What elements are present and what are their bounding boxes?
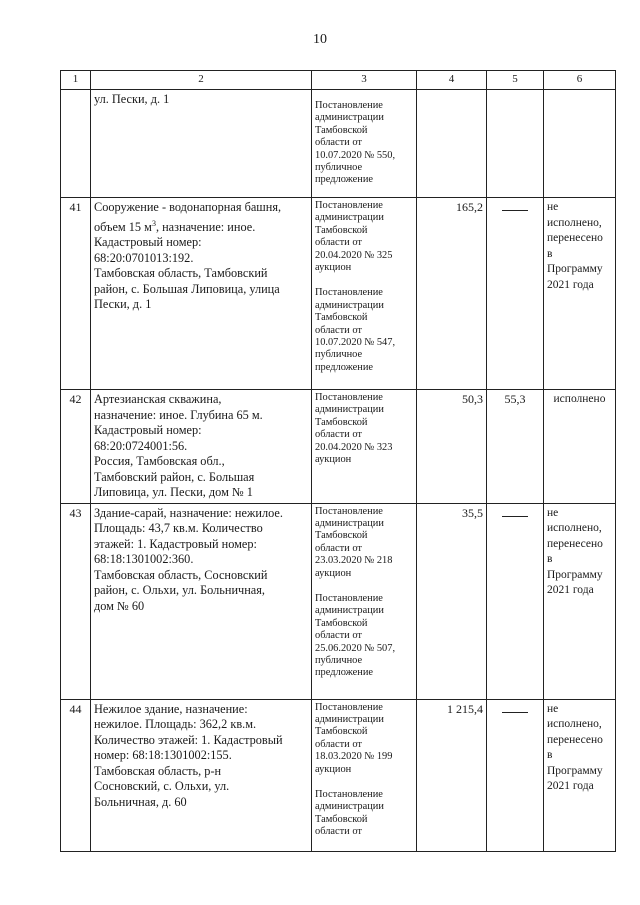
resolution-line: Тамбовской — [315, 530, 368, 542]
resolution-line: области от — [315, 826, 362, 838]
description-line: район, с. Большая Липовица, улица — [94, 281, 280, 296]
resolution-line: 25.06.2020 № 507, — [315, 642, 396, 654]
property-table — [60, 70, 616, 852]
description-line: этажей: 1. Кадастровый номер: — [94, 536, 257, 551]
resolution-block — [315, 100, 413, 187]
resolution-line: Постановление — [315, 200, 383, 211]
resolution-line: Тамбовской — [315, 224, 368, 236]
status-line: исполнено, — [547, 522, 602, 534]
actual-value: 55,3 — [487, 390, 544, 504]
resolution-line: аукцион — [315, 454, 352, 466]
planned-value: 165,2 — [417, 198, 487, 390]
resolution-line: области от — [315, 137, 362, 149]
description-line: Артезианская скважина, — [94, 392, 222, 406]
resolution-line: области от — [315, 324, 362, 336]
empty-dash — [502, 506, 528, 517]
status-line: в — [547, 749, 553, 761]
description-line: Кадастровый номер: — [94, 235, 202, 250]
actual-value — [487, 90, 544, 198]
resolution-line: Тамбовской — [315, 617, 368, 629]
description-line: Количество этажей: 1. Кадастровый — [94, 732, 283, 747]
description-line: Площадь: 43,7 кв.м. Количество — [94, 521, 263, 535]
resolution-line: аукцион — [315, 262, 352, 274]
description-line: Больничная, д. 60 — [94, 794, 187, 809]
column-number: 2 — [91, 71, 312, 90]
resolution-line: публичное — [315, 349, 363, 361]
resolution-block — [315, 200, 413, 274]
resolution-line: Тамбовской — [315, 813, 368, 825]
resolution-line: администрации — [315, 404, 384, 416]
page-number: 10 — [313, 32, 327, 47]
actual-value — [487, 503, 544, 699]
resolution-line: 20.04.2020 № 325 — [315, 249, 393, 261]
resolution-line: Постановление — [315, 788, 383, 800]
status-line: перенесено — [547, 733, 603, 746]
description-line: Тамбовский район, с. Большая — [94, 469, 255, 484]
resolution-details — [312, 503, 417, 699]
description-line: объем 15 $м^3$, назначение: иное. — [94, 218, 256, 234]
column-number: 5 — [487, 71, 544, 90]
empty-dash — [502, 200, 528, 211]
description-line: нежилое. Площадь: 362,2 кв.м. — [94, 717, 257, 731]
resolution-line: аукцион — [315, 763, 352, 775]
row-number: 44 — [61, 699, 91, 851]
resolution-line: Тамбовской — [315, 416, 368, 428]
description-line: Кадастровый номер: — [94, 423, 202, 437]
resolution-block — [315, 506, 413, 580]
resolution-line: области от — [315, 542, 362, 554]
resolution-block — [315, 789, 413, 839]
resolution-line: Постановление — [315, 392, 383, 403]
table-row — [61, 390, 616, 504]
object-description — [91, 503, 312, 699]
resolution-line: области от — [315, 630, 362, 642]
execution-status — [544, 390, 616, 504]
actual-value — [487, 198, 544, 390]
status-line: Программу — [547, 263, 603, 275]
resolution-line: администрации — [315, 713, 384, 725]
resolution-block — [315, 287, 413, 374]
column-number: 6 — [544, 71, 616, 90]
execution-status — [544, 90, 616, 198]
resolution-line: аукцион — [315, 567, 352, 579]
description-line: Сооружение - водонапорная башня, — [94, 200, 282, 214]
object-description — [91, 198, 312, 390]
resolution-block — [315, 593, 413, 680]
description-line: Липовица, ул. Пески, дом № 1 — [94, 485, 253, 499]
status-line: перенесено — [547, 232, 603, 244]
resolution-line: Тамбовской — [315, 312, 368, 324]
object-description — [91, 699, 312, 851]
planned-value — [417, 90, 487, 198]
resolution-line: администрации — [315, 801, 384, 813]
planned-value: 50,3 — [417, 390, 487, 504]
status-line: не — [547, 201, 559, 213]
resolution-line: 10.07.2020 № 550, — [315, 149, 396, 161]
table-row — [61, 90, 616, 198]
description-line: Тамбовская область, Сосновский — [94, 567, 268, 582]
resolution-line: Постановление — [315, 592, 383, 604]
resolution-line: Постановление — [315, 505, 383, 517]
column-number-row — [61, 71, 616, 90]
description-line: 68:20:0701013:192. — [94, 250, 194, 265]
status-line: 2021 года — [547, 278, 594, 291]
resolution-details — [312, 699, 417, 851]
resolution-line: Тамбовской — [315, 124, 368, 136]
resolution-line: администрации — [315, 517, 384, 529]
description-line: Сосновский, с. Ольхи, ул. — [94, 779, 230, 793]
description-line: 68:20:0724001:56. — [94, 438, 188, 453]
column-number: 3 — [312, 71, 417, 90]
row-number — [61, 90, 91, 198]
resolution-line: области от — [315, 738, 362, 750]
status-line: 2021 года — [547, 780, 594, 792]
resolution-line: Постановление — [315, 287, 383, 299]
resolution-line: 23.03.2020 № 218 — [315, 555, 393, 567]
row-number: 43 — [61, 503, 91, 699]
resolution-line: 18.03.2020 № 199 — [315, 751, 393, 763]
resolution-details — [312, 198, 417, 390]
superscript: 3 — [151, 218, 156, 228]
description-line: Нежилое здание, назначение: — [94, 701, 248, 716]
actual-value — [487, 699, 544, 851]
resolution-line: 20.04.2020 № 323 — [315, 441, 393, 453]
status-line: в — [547, 247, 553, 260]
object-description — [91, 390, 312, 504]
status-line: не — [547, 506, 559, 519]
resolution-line: Постановление — [315, 100, 383, 111]
status-line: исполнено — [553, 393, 606, 405]
description-line: дом № 60 — [94, 598, 145, 613]
resolution-details — [312, 390, 417, 504]
execution-status — [544, 699, 616, 851]
status-line: не — [547, 702, 559, 715]
execution-status — [544, 198, 616, 390]
planned-value: 35,5 — [417, 503, 487, 699]
table-row — [61, 699, 616, 851]
status-line: исполнено, — [547, 216, 602, 229]
status-line: Программу — [547, 568, 603, 581]
status-line: исполнено, — [547, 718, 602, 730]
planned-value: 1 215,4 — [417, 699, 487, 851]
description-line: 68:18:1301002:360. — [94, 552, 194, 566]
description-line: район, с. Ольхи, ул. Больничная, — [94, 583, 265, 597]
description-line: Россия, Тамбовская обл., — [94, 454, 225, 468]
status-line: 2021 года — [547, 584, 594, 596]
resolution-line: администрации — [315, 605, 384, 617]
resolution-block — [315, 702, 413, 776]
description-line: Пески, д. 1 — [94, 297, 152, 312]
resolution-line: предложение — [315, 667, 374, 679]
table-row — [61, 198, 616, 390]
resolution-line: предложение — [315, 174, 374, 186]
description-line: Тамбовская область, р-н — [94, 763, 222, 778]
column-number: 1 — [61, 71, 91, 90]
resolution-line: администрации — [315, 212, 384, 224]
row-number: 41 — [61, 198, 91, 390]
resolution-details — [312, 90, 417, 198]
status-line: в — [547, 553, 553, 565]
description-line: ул. Пески, д. 1 — [94, 92, 170, 106]
description-line: Здание-сарай, назначение: нежилое. — [94, 505, 283, 520]
resolution-line: администрации — [315, 112, 384, 124]
column-number: 4 — [417, 71, 487, 90]
status-line: Программу — [547, 764, 603, 777]
resolution-line: 10.07.2020 № 547, — [315, 337, 396, 349]
resolution-line: публичное — [315, 162, 363, 174]
resolution-line: администрации — [315, 299, 384, 311]
resolution-line: области от — [315, 429, 362, 441]
resolution-line: Тамбовской — [315, 726, 368, 738]
table-row — [61, 503, 616, 699]
resolution-line: предложение — [315, 361, 374, 373]
empty-dash — [502, 702, 528, 713]
description-line: назначение: иное. Глубина 65 м. — [94, 407, 263, 422]
resolution-line: области от — [315, 237, 362, 249]
resolution-line: публичное — [315, 654, 363, 666]
description-line: номер: 68:18:1301002:155. — [94, 748, 232, 762]
row-number: 42 — [61, 390, 91, 504]
status-line: перенесено — [547, 537, 603, 550]
resolution-line: Постановление — [315, 701, 383, 713]
resolution-block — [315, 392, 413, 466]
execution-status — [544, 503, 616, 699]
description-line: Тамбовская область, Тамбовский — [94, 266, 268, 281]
object-description — [91, 90, 312, 198]
